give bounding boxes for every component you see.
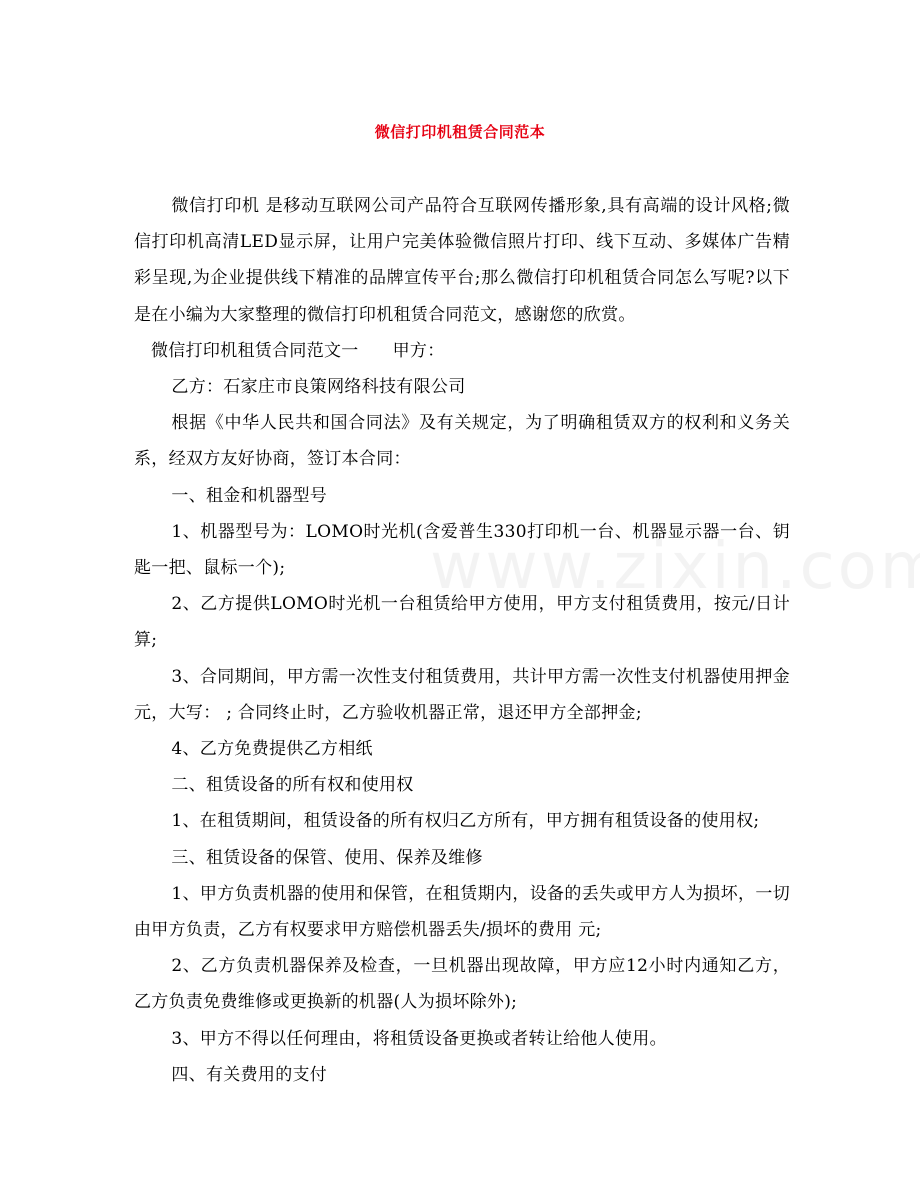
clause-1-4: 4、乙方免费提供乙方相纸 [171, 739, 373, 760]
clause-3-3: 3、甲方不得以任何理由，将租赁设备更换或者转让给他人使用。 [171, 1028, 667, 1049]
party-b-line: 乙方：石家庄市良策网络科技有限公司 [171, 377, 466, 398]
clause-1-1: 1、机器型号为：LOMO时光机(含爱普生330打印机一台、机器显示器一台、钥匙一把、鼠标一个); [134, 521, 790, 579]
preamble-paragraph: 根据《中华人民共和国合同法》及有关规定，为了明确租赁双方的权利和义务关系，经双方友好协商，签订本合同： [134, 413, 790, 470]
clause-1-3: 3、合同期间，甲方需一次性支付租赁费用，共计甲方需一次性支付机器使用押金 元，大写： ; 合同终止时，乙方验收机器正常，退还甲方全部押金; [134, 666, 790, 723]
clause-3-1: 1、甲方负责机器的使用和保管，在租赁期内，设备的丢失或甲方人为损坏，一切由甲方负责，乙方有权要求甲方赔偿机器丢失/损坏的费用 元; [134, 883, 790, 941]
clause-3-2: 2、乙方负责机器保养及检查，一旦机器出现故障，甲方应12小时内通知乙方，乙方负责免费维修或更换新的机器(人为损坏除外); [134, 956, 790, 1013]
section-heading-1: 一、租金和机器型号 [171, 485, 328, 506]
section-heading-4: 四、有关费用的支付 [171, 1064, 328, 1085]
document-title: 微信打印机租赁合同范本 [374, 123, 546, 141]
sample-heading-line [134, 333, 790, 369]
clause-1-2: 2、乙方提供LOMO时光机一台租赁给甲方使用，甲方支付租赁费用，按元/日计算; [134, 594, 790, 651]
clause-2-1: 1、在租赁期间，租赁设备的所有权归乙方所有，甲方拥有租赁设备的使用权; [171, 811, 760, 832]
intro-paragraph: 微信打印机 是移动互联网公司产品符合互联网传播形象,具有高端的设计风格;微信打印机高清LED显示屏，让用户完美体验微信照片打印、线下互动、多媒体广告精彩呈现,为企业提供线下精准的品牌宣传平台;那么微信打印机租赁合同怎么写呢?以下是在小编为大家整理的微信打印机租赁合同范文，感谢您的欣赏。 [134, 196, 790, 325]
section-heading-3: 三、租赁设备的保管、使用、保养及维修 [171, 847, 483, 868]
section-heading-2: 二、租赁设备的所有权和使用权 [171, 775, 414, 796]
party-a-label: 甲方： [392, 340, 445, 361]
sample-heading-label: 微信打印机租赁合同范文一 [151, 340, 359, 361]
document-body [134, 188, 790, 1093]
